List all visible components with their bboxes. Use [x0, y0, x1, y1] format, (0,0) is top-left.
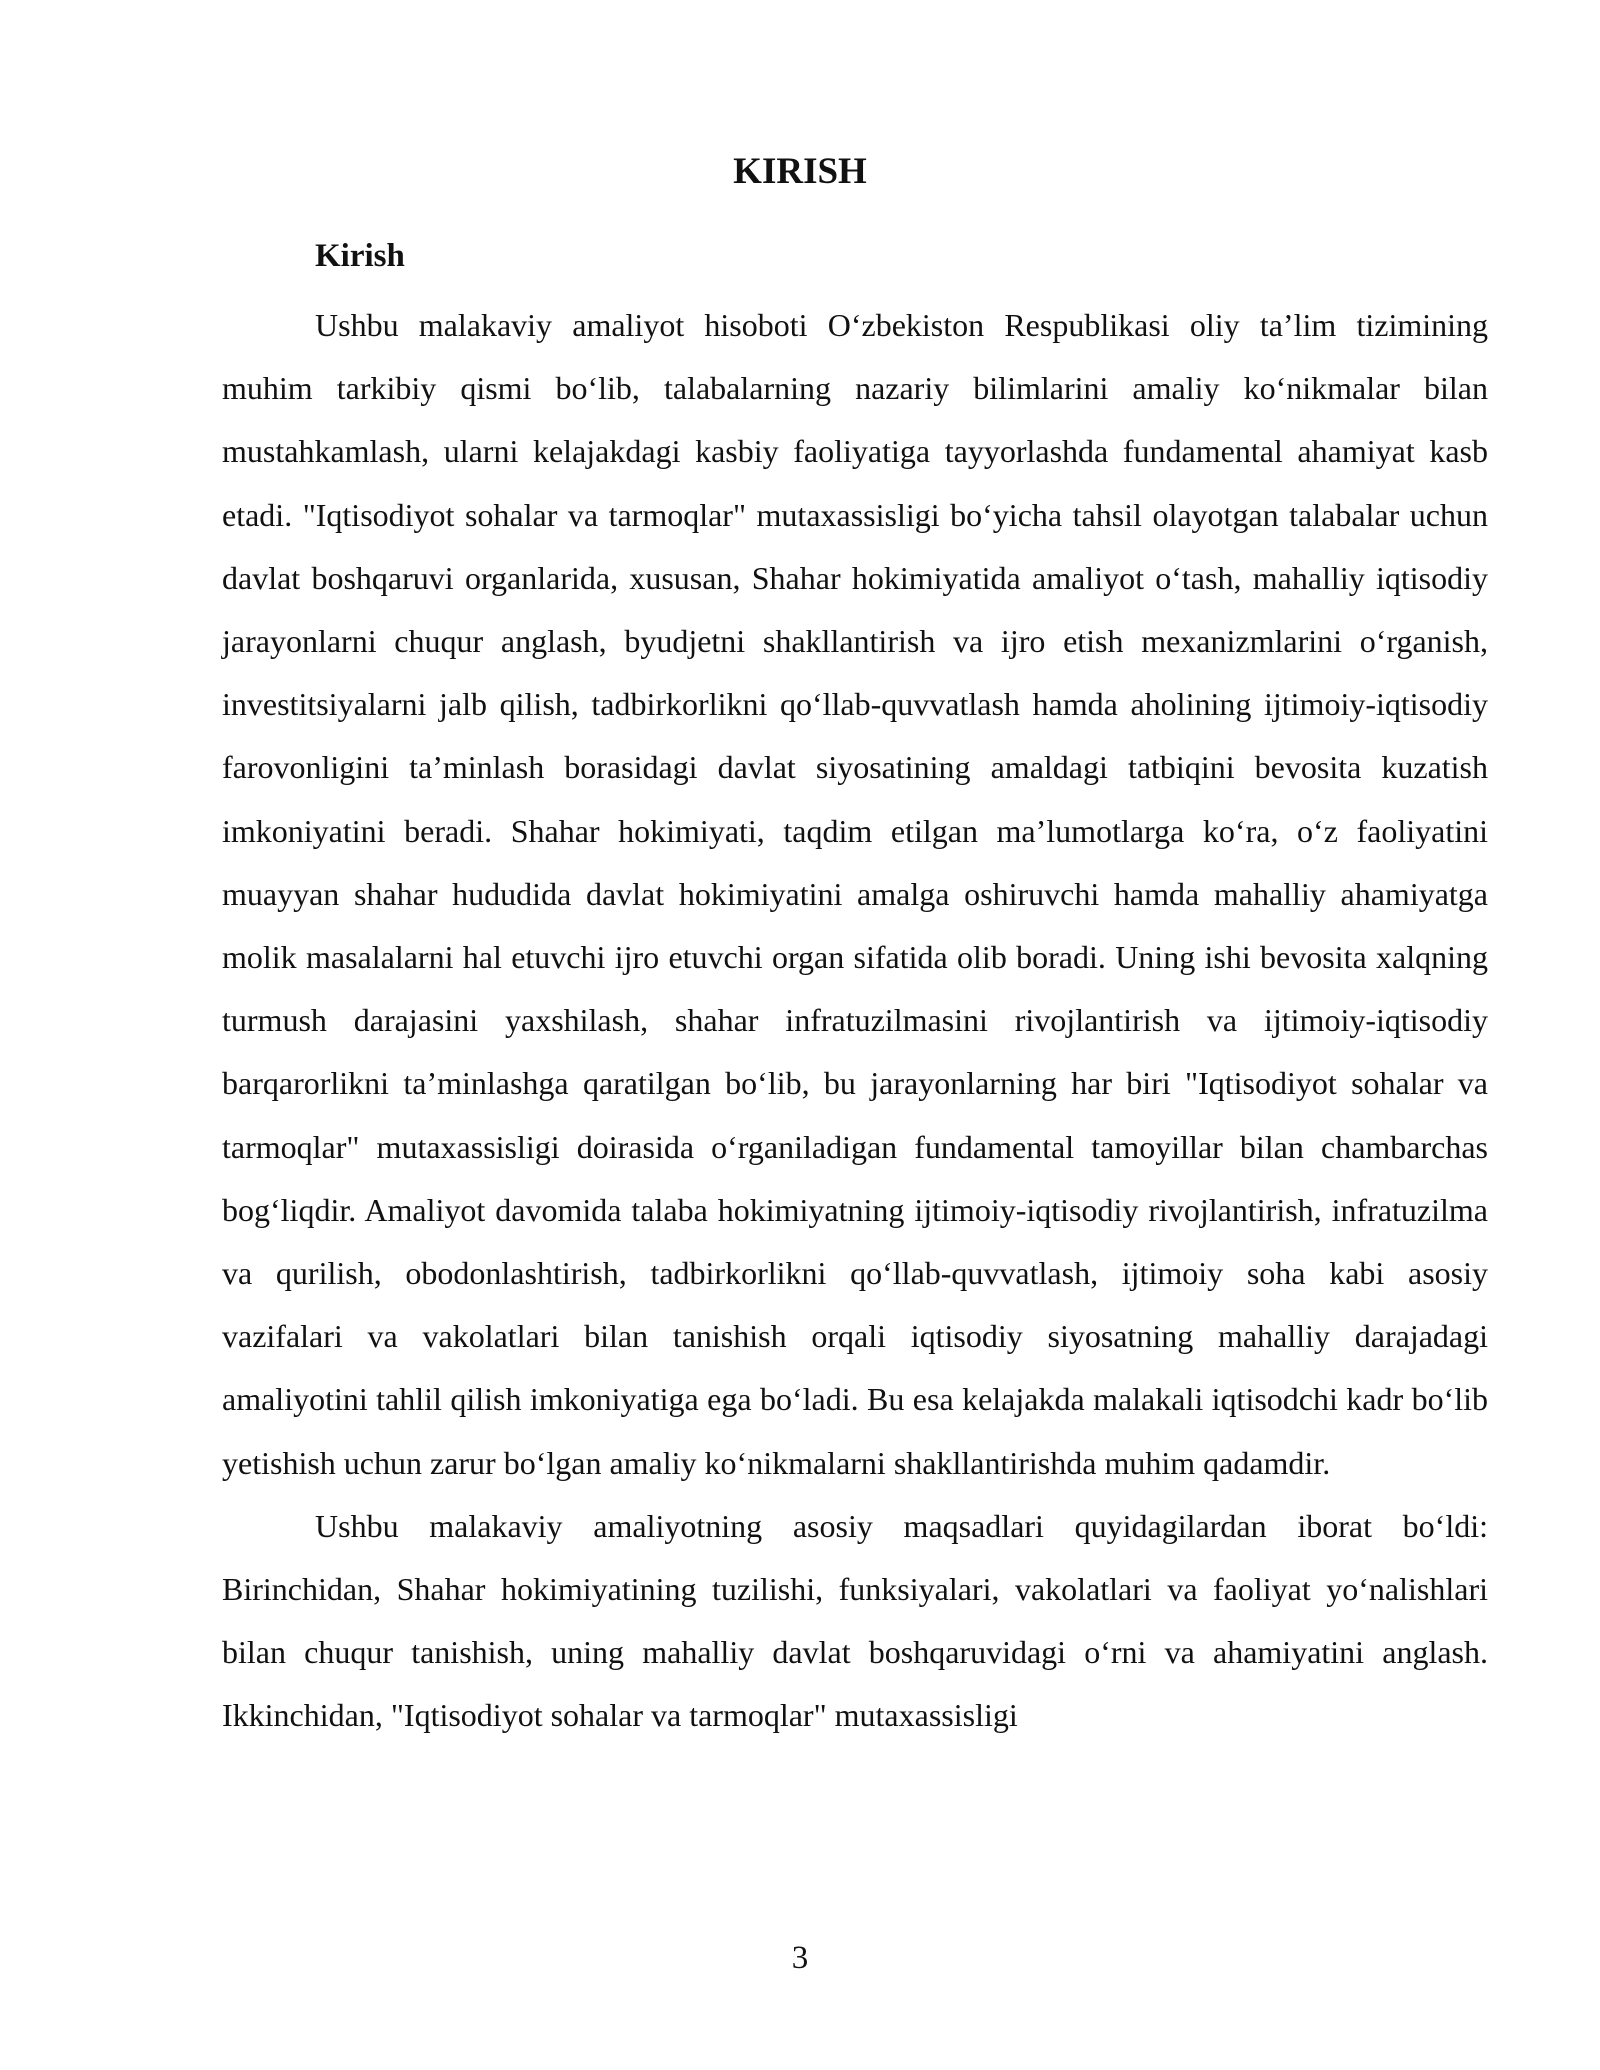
body-text — [222, 294, 1488, 1748]
page-number: 3 — [791, 1940, 809, 1976]
paragraph-goals: Ushbu malakaviy amaliyotning asosiy maqsadlari quyidagilardan iborat bo‘ldi: Birinchidan, Shahar hokimiyatining tuzilishi, funksiyalari, vakolatlari va faoliyat yo‘nalishlari bilan chuqur tanishish, uning mahalliy davlat boshqaruvidagi o‘rni va ahamiyatini anglash. Ikkinchidan, "Iqtisodiyot sohalar va tarmoqlar" mutaxassisligi — [222, 1507, 1488, 1734]
section-title: Kirish — [315, 238, 405, 274]
paragraph-introduction: Ushbu malakaviy amaliyot hisoboti O‘zbekiston Respublikasi oliy ta’lim tizimining muhim tarkibiy qismi bo‘lib, talabalarning nazariy bilimlarini amaliy ko‘nikmalar bilan mustahkamlash, ularni kelajakdagi kasbiy faoliyatiga tayyorlashda fundamental ahamiyat kasb etadi. "Iqtisodiyot sohalar va tarmoqlar" mutaxassisligi bo‘yicha tahsil olayotgan talabalar uchun davlat boshqaruvi organlarida, xususan, Shahar hokimiyatida amaliyot o‘tash, mahalliy iqtisodiy jarayonlarni chuqur anglash, byudjetni shakllantirish va ijro etish mexanizmlarini o‘rganish, investitsiyalarni jalb qilish, tadbirkorlikni qo‘llab-quvvatlash hamda aholining ijtimoiy-iqtisodiy farovonligini ta’minlash borasidagi davlat siyosatining amaldagi tatbiqini bevosita kuzatish imkoniyatini beradi. Shahar hokimiyati, taqdim etilgan ma’lumotlarga ko‘ra, o‘z faoliyatini muayyan shahar hududida davlat hokimiyatini amalga oshiruvchi hamda mahalliy ahamiyatga molik masalalarni hal etuvchi ijro etuvchi organ sifatida olib boradi. Uning ishi bevosita xalqning turmush darajasini yaxshilash, shahar infratuzilmasini rivojlantirish va ijtimoiy-iqtisodiy barqarorlikni ta’minlashga qaratilgan bo‘lib, bu jarayonlarning har biri "Iqtisodiyot sohalar va tarmoqlar" mutaxassisligi doirasida o‘rganiladigan fundamental tamoyillar bilan chambarchas bog‘liqdir. Amaliyot davomida talaba hokimiyatning ijtimoiy-iqtisodiy rivojlantirish, infratuzilma va qurilish, obodonlashtirish, tadbirkorlikni qo‘llab-quvvatlash, ijtimoiy soha kabi asosiy vazifalari va vakolatlari bilan tanishish orqali iqtisodiy siyosatning mahalliy darajadagi amaliyotini tahlil qilish imkoniyatiga ega bo‘ladi. Bu esa kelajakda malakali iqtisodchi kadr bo‘lib yetishish uchun zarur bo‘lgan amaliy ko‘nikmalarni shakllantirishda muhim qadamdir. — [222, 307, 1488, 1481]
chapter-title: KIRISH — [733, 151, 867, 192]
